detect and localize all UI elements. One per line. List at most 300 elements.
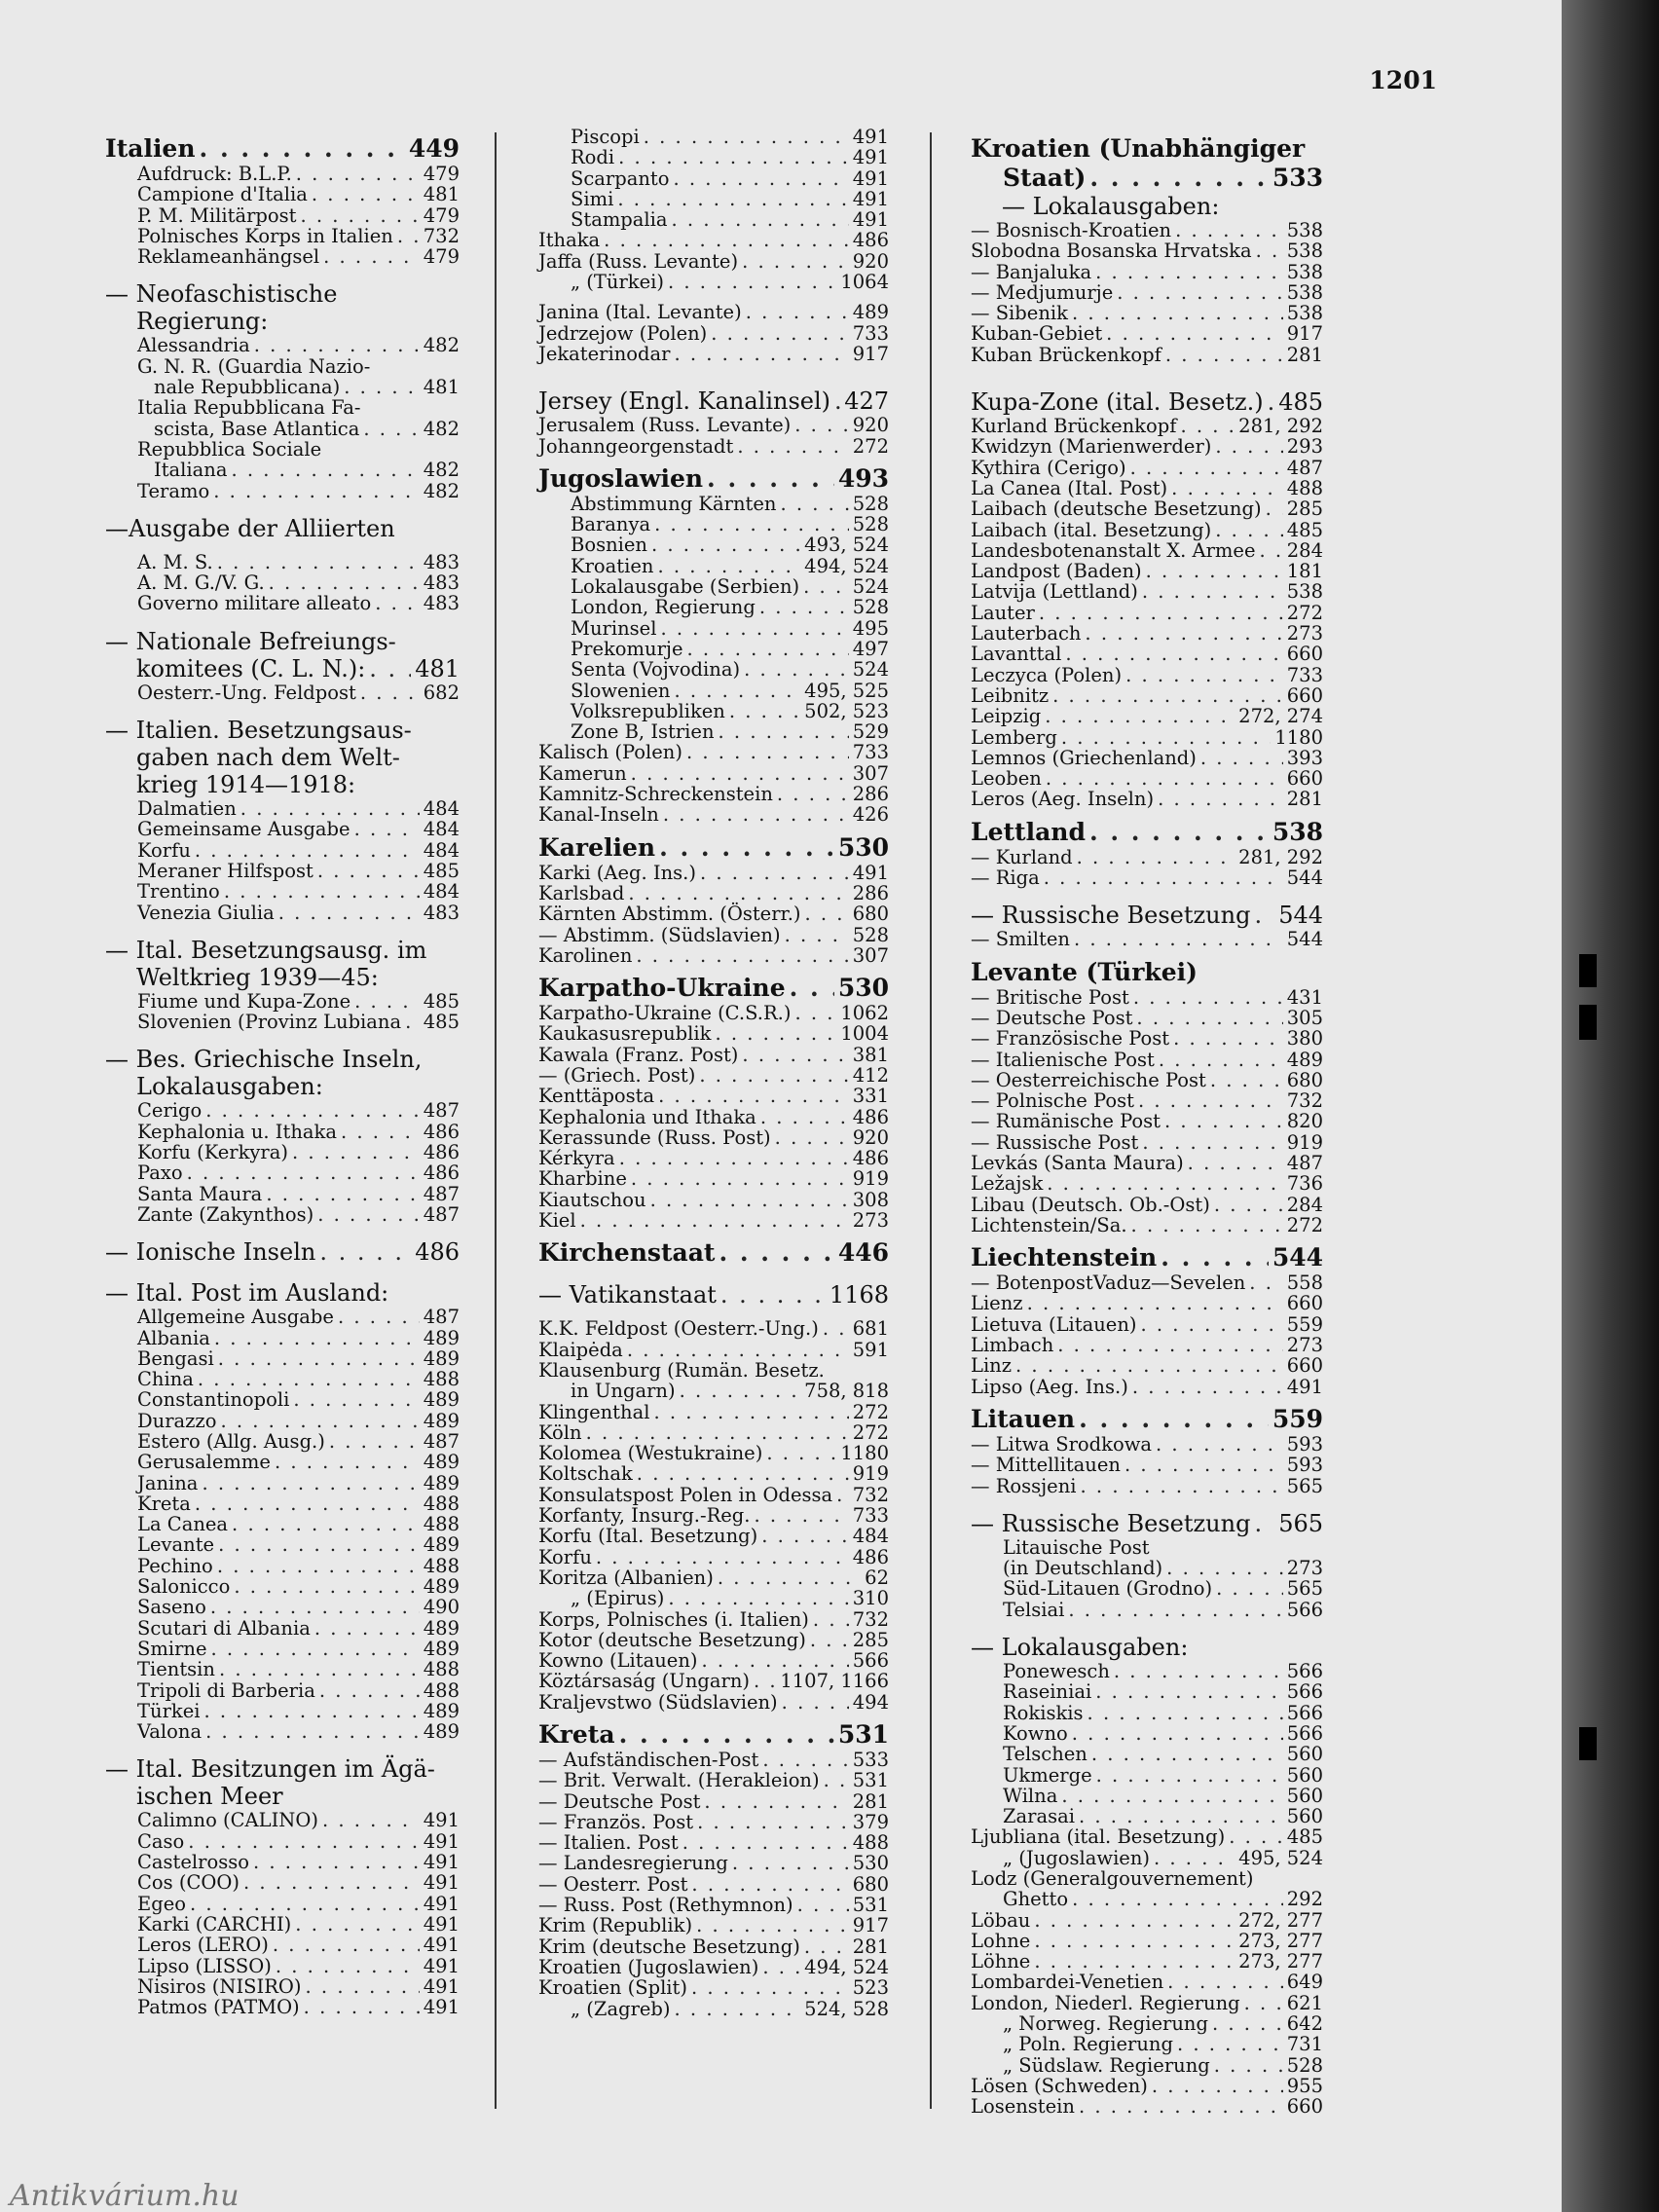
index-entry [538, 1190, 889, 1210]
entry-label: Lemnos (Griechenland) [971, 746, 1197, 769]
entry-label: — Oesterreichische Post [971, 1068, 1206, 1091]
entry-label: Kérkyra [538, 1147, 615, 1170]
country-heading [538, 464, 889, 494]
index-subentry [105, 840, 460, 861]
page-reference: 593 [1286, 1454, 1323, 1477]
page-reference: 530 [837, 832, 889, 862]
entry-label: Tripoli di Barberia [137, 1678, 315, 1702]
page-reference: 493 [837, 463, 889, 493]
leader-dots [1124, 1455, 1283, 1475]
index-entry [538, 1003, 889, 1023]
page-reference: 489 [423, 1346, 460, 1370]
entry-label: Leros (Aeg. Inseln) [971, 788, 1155, 811]
page-reference: 538 [1286, 580, 1323, 604]
leader-dots [1089, 818, 1269, 847]
page-reference: 1107, 1166 [780, 1670, 889, 1693]
page-reference: 528 [852, 596, 889, 619]
country-heading [538, 833, 889, 863]
leader-dots [218, 1348, 420, 1369]
index-subentry [971, 1806, 1323, 1826]
entry-label: Castelrosso [137, 1851, 249, 1874]
column-divider [495, 132, 497, 2109]
index-entry [971, 498, 1323, 519]
leader-dots [1158, 789, 1283, 809]
entry-label: — Neofaschistische [105, 280, 338, 309]
section-heading [105, 937, 460, 964]
page-reference: 538 [1286, 302, 1323, 325]
page-reference: 491 [423, 1809, 460, 1832]
page-reference: 307 [852, 943, 889, 967]
leader-dots [1200, 748, 1283, 768]
index-subentry [105, 903, 460, 923]
entry-label: Latvija (Lettland) [971, 580, 1138, 604]
page-reference: 538 [1286, 260, 1323, 283]
entry-label: Zante (Zakynthos) [137, 1202, 314, 1226]
leader-dots [680, 1381, 801, 1401]
leader-dots [1215, 436, 1282, 457]
index-subentry [538, 618, 889, 639]
edge-tab [1579, 954, 1597, 987]
entry-label: Staat) [1003, 164, 1087, 192]
entry-label: Ljubliana (ital. Besetzung) [971, 1825, 1226, 1849]
entry-label: Trentino [137, 880, 220, 903]
leader-dots [704, 1791, 848, 1812]
index-column-1 [105, 127, 460, 2017]
index-entry [971, 727, 1323, 748]
entry-label: Kawala (Franz. Post) [538, 1043, 739, 1066]
entry-label: Egeo [137, 1892, 186, 1915]
entry-label: — Riga [971, 866, 1040, 890]
index-subentry [105, 1328, 460, 1348]
page-reference: 558 [1286, 1272, 1323, 1295]
index-entry [538, 1402, 889, 1422]
section-heading [105, 1279, 460, 1307]
entry-label: komitees (C. L. N.): [136, 654, 366, 682]
entry-label: Karolinen [538, 943, 633, 967]
leader-dots [217, 1556, 420, 1576]
index-subentry [971, 1786, 1323, 1806]
leader-dots [292, 1142, 420, 1162]
page-reference: 565 [1286, 1577, 1323, 1601]
page-reference: 491 [423, 1974, 460, 1998]
index-subentry [105, 1852, 460, 1872]
page-reference: 736 [1286, 1172, 1323, 1196]
entry-label: Löhne [971, 1950, 1031, 1973]
page-reference: 281, 292 [1238, 845, 1323, 868]
page-reference: 281 [852, 1935, 889, 1958]
index-entry [538, 1086, 889, 1106]
entry-label: Prekomurje [571, 637, 683, 660]
index-entry [538, 1671, 889, 1691]
entry-label: Lokalausgaben: [136, 1073, 323, 1101]
leader-dots [790, 974, 834, 1003]
leader-dots [1260, 540, 1283, 561]
entry-label: Klingenthal [538, 1400, 650, 1423]
leader-dots [674, 344, 848, 364]
page-reference: 272 [852, 1420, 889, 1444]
leader-dots [231, 460, 419, 480]
leader-dots [805, 903, 849, 924]
leader-dots [202, 1473, 419, 1493]
entry-label: Karlsbad [538, 881, 625, 904]
leader-dots [628, 883, 848, 903]
leader-dots [785, 925, 849, 945]
index-entry [538, 1650, 889, 1671]
index-entry [971, 1090, 1323, 1111]
page-reference: 538 [1272, 817, 1323, 846]
index-subentry [105, 1576, 460, 1597]
entry-label: Caso [137, 1829, 185, 1853]
entry-label: Libau (Deutsch. Ob.-Ost) [971, 1193, 1210, 1216]
page-reference: 566 [1286, 1660, 1323, 1683]
page-reference: 531 [852, 1894, 889, 1917]
leader-dots [205, 1721, 420, 1742]
page-reference: 560 [1286, 1805, 1323, 1828]
entry-label: Slobodna Bosanska Hrvatska [971, 240, 1252, 263]
leader-dots [360, 682, 420, 703]
index-entry [971, 847, 1323, 867]
entry-label: ischen Meer [136, 1783, 283, 1811]
index-entry [538, 1107, 889, 1127]
entry-label: Meraner Hilfspost [137, 859, 313, 882]
leader-dots [1254, 1510, 1274, 1537]
page-reference: 482 [423, 479, 460, 502]
page-reference: 732 [423, 224, 460, 247]
page-reference: 732 [852, 1483, 889, 1506]
entry-label: Korps, Polnisches (i. Italien) [538, 1607, 809, 1631]
page-reference: 483 [423, 901, 460, 924]
leader-dots [276, 1956, 420, 1976]
leader-dots [813, 1609, 849, 1630]
page-reference: 281 [1286, 788, 1323, 811]
page-reference: 273 [1286, 622, 1323, 645]
leader-dots [824, 1770, 849, 1790]
entry-label: Tientsin [137, 1658, 215, 1681]
page-reference: 731 [1286, 2033, 1323, 2056]
entry-label: Leros (LERO) [137, 1934, 269, 1957]
leader-dots [700, 863, 849, 883]
index-entry [538, 344, 889, 364]
entry-label: La Canea [137, 1513, 229, 1536]
index-entry [971, 1132, 1323, 1153]
index-subentry [971, 1558, 1323, 1578]
entry-label: scista, Base Atlantica [154, 417, 360, 440]
index-entry [971, 1008, 1323, 1028]
leader-dots [761, 1526, 849, 1546]
leader-dots [198, 1369, 420, 1389]
leader-dots [691, 1874, 848, 1895]
entry-label: — Russische Besetzung [971, 1509, 1251, 1537]
index-entry [538, 436, 889, 457]
leader-dots [1268, 388, 1275, 416]
index-subentry [538, 659, 889, 680]
index-subentry [538, 147, 889, 167]
entry-label: Leipzig [971, 705, 1042, 728]
leader-dots [1027, 1293, 1283, 1313]
page-reference: 920 [852, 414, 889, 437]
index-entry [538, 925, 889, 945]
index-subentry [105, 377, 460, 397]
index-subentry [105, 819, 460, 839]
leader-dots [1131, 1215, 1283, 1235]
leader-dots [341, 1122, 420, 1142]
index-entry [971, 1153, 1323, 1173]
page-reference: 560 [1286, 1763, 1323, 1787]
index-subentry [105, 335, 460, 355]
index-subentry [105, 1389, 460, 1410]
entry-label: „ (Epirus) [571, 1587, 665, 1610]
entry-label: — Französische Post [971, 1027, 1170, 1051]
page-reference: 489 [852, 301, 889, 324]
leader-dots [762, 1750, 848, 1770]
index-subentry [971, 1661, 1323, 1681]
leader-dots [707, 464, 834, 494]
index-subentry [538, 168, 889, 189]
entry-label: — Nationale Befreiungs- [105, 627, 396, 655]
index-entry [971, 520, 1323, 540]
page-reference: 281 [1286, 343, 1323, 366]
index-entry [538, 1770, 889, 1790]
leader-dots [1254, 902, 1274, 929]
page-reference: 488 [423, 1492, 460, 1515]
leader-dots [217, 552, 420, 572]
page-reference: 566 [852, 1649, 889, 1673]
entry-label: Nisiros (NISIRO) [137, 1974, 302, 1998]
page-reference: 1064 [840, 271, 889, 294]
entry-label: — Ital. Post im Ausland: [105, 1279, 389, 1308]
index-entry [971, 436, 1323, 457]
entry-label: Türkei [137, 1699, 201, 1722]
entry-label: Lauterbach [971, 622, 1082, 645]
entry-label: A. M. G./V. G. [137, 571, 265, 595]
leader-dots [715, 1023, 836, 1044]
page-reference: 489 [423, 1471, 460, 1494]
page-reference: 486 [852, 1105, 889, 1128]
page-reference: 483 [423, 571, 460, 595]
entry-label: Levkás (Santa Maura) [971, 1151, 1184, 1174]
entry-label: „ (Zagreb) [571, 1997, 671, 2020]
page-reference: 487 [423, 1429, 460, 1453]
index-entry [538, 387, 889, 415]
leader-dots [273, 1935, 420, 1955]
entry-label: Rodi [571, 146, 615, 169]
leader-dots [760, 1107, 849, 1127]
index-entry [971, 685, 1323, 706]
page-reference: 1168 [829, 1281, 889, 1309]
leader-dots [1159, 1050, 1283, 1070]
entry-label: Karelien [538, 832, 656, 862]
entry-label: G. N. R. (Guardia Nazio- [137, 354, 371, 378]
entry-label: Laibach (ital. Besetzung) [971, 518, 1212, 541]
entry-label: Ukmerge [1003, 1763, 1092, 1787]
leader-dots [1142, 581, 1283, 602]
page-reference: 544 [1286, 928, 1323, 951]
page-reference: 426 [852, 803, 889, 827]
entry-label: Italia Repubblicana Fa- [137, 396, 361, 420]
entry-label: Korfanty, Insurg.-Reg. [538, 1504, 751, 1528]
entry-label: Volksrepubliken [571, 699, 725, 722]
leader-dots [319, 1238, 411, 1266]
leader-dots [729, 701, 800, 721]
index-entry [971, 1434, 1323, 1455]
page-reference: 485 [423, 989, 460, 1013]
page-reference: 660 [1286, 683, 1323, 707]
leader-dots [654, 514, 849, 535]
index-entry [971, 2096, 1323, 2117]
leader-dots [338, 1307, 420, 1327]
page-reference: 488 [423, 1678, 460, 1702]
leader-dots [296, 164, 420, 184]
page-reference: 482 [423, 417, 460, 440]
page-reference: 481 [423, 376, 460, 399]
entry-label: gaben nach dem Welt- [136, 744, 400, 772]
entry-label: Krim (deutsche Besetzung) [538, 1935, 800, 1958]
entry-label: Janina [137, 1471, 199, 1494]
leader-dots [1061, 1786, 1282, 1806]
leader-dots [1173, 1028, 1283, 1049]
leader-dots [657, 556, 800, 576]
page-reference: 482 [423, 459, 460, 482]
section-heading [538, 1281, 889, 1309]
index-entry [538, 302, 889, 322]
index-subentry [971, 1703, 1323, 1723]
leader-dots [1072, 303, 1283, 323]
leader-dots [1156, 1434, 1283, 1455]
section-heading [105, 280, 460, 308]
page-reference: 566 [1286, 1598, 1323, 1621]
page-reference: 538 [1286, 240, 1323, 263]
page-reference: 491 [423, 1996, 460, 2019]
page-reference: 273 [1286, 1557, 1323, 1580]
index-subentry [971, 2034, 1323, 2054]
leader-dots [363, 419, 419, 439]
leader-dots [810, 1630, 849, 1650]
leader-dots [719, 1238, 833, 1268]
page-reference: 487 [423, 1306, 460, 1329]
entry-label: Karpatho-Ukraine [538, 974, 786, 1003]
page-reference: 483 [423, 592, 460, 615]
entry-label: Gerusalemme [137, 1451, 271, 1474]
entry-label: Jugoslawien [538, 463, 704, 493]
entry-label: Cos (COO) [137, 1871, 240, 1895]
entry-label: Teramo [137, 479, 210, 502]
leader-dots [1161, 1243, 1269, 1272]
entry-label: Wilna [1003, 1784, 1058, 1807]
index-entry [971, 768, 1323, 789]
leader-dots [631, 1168, 849, 1189]
entry-label: La Canea (Ital. Post) [971, 476, 1168, 499]
leader-dots [253, 1852, 420, 1872]
index-subentry [105, 1411, 460, 1431]
index-entry [538, 1547, 889, 1567]
index-subentry [538, 127, 889, 147]
entry-label: Süd-Litauen (Grodno) [1003, 1577, 1213, 1601]
leader-dots [1164, 1111, 1283, 1131]
page-reference: 538 [1286, 280, 1323, 304]
leader-dots [354, 819, 420, 839]
entry-label: Landesbotenanstalt X. Armee [971, 538, 1256, 562]
leader-dots [1188, 1153, 1283, 1173]
leader-dots [1152, 2076, 1283, 2096]
index-entry [538, 1065, 889, 1086]
index-entry [971, 345, 1323, 365]
index-entry [538, 323, 889, 344]
leader-dots [323, 246, 420, 267]
page-reference: 494, 524 [804, 554, 889, 577]
leader-dots [644, 127, 849, 147]
index-entry [971, 1070, 1323, 1090]
section-heading [971, 193, 1323, 220]
leader-dots [650, 1190, 849, 1210]
entry-label: — Bes. Griechische Inseln, [105, 1046, 423, 1074]
index-entry [538, 1023, 889, 1044]
country-heading [971, 164, 1323, 193]
leader-dots [1079, 1405, 1269, 1434]
leader-dots [1088, 1703, 1283, 1723]
page-reference: 917 [852, 342, 889, 365]
index-subentry [105, 1534, 460, 1555]
index-subentry [105, 1997, 460, 2017]
page-reference: 531 [852, 1769, 889, 1792]
index-entry [538, 804, 889, 825]
entry-label: — Russische Besetzung [971, 902, 1251, 930]
entry-label: Patmos (PATMO) [137, 1996, 300, 2019]
leader-dots [696, 1915, 849, 1936]
page-reference: 524 [852, 658, 889, 682]
entry-label: — Vatikanstaat [538, 1281, 717, 1309]
page-reference: 491 [852, 861, 889, 884]
index-entry [538, 1485, 889, 1505]
leader-dots [759, 597, 849, 617]
entry-label: Kiautschou [538, 1188, 646, 1211]
entry-label: Scutari di Albania [137, 1616, 311, 1640]
index-subentry [538, 1999, 889, 2019]
entry-label: Calimno (CALINO) [137, 1809, 318, 1832]
page-reference: 488 [423, 1513, 460, 1536]
entry-label: Telschen [1003, 1743, 1088, 1766]
country-heading [971, 1405, 1323, 1434]
leader-dots [823, 1318, 849, 1339]
entry-label: — Banjaluka [971, 260, 1092, 283]
page-reference: 733 [852, 1504, 889, 1528]
entry-label: — Rumänische Post [971, 1110, 1161, 1133]
leader-dots [1045, 706, 1235, 726]
entry-label: Jersey (Engl. Kanalinsel) [538, 387, 831, 416]
entry-label: Löbau [971, 1908, 1031, 1932]
entry-label: Ghetto [1003, 1888, 1069, 1911]
leader-dots [744, 659, 849, 680]
entry-label: Korfu [137, 838, 191, 862]
country-heading [538, 974, 889, 1003]
leader-dots [794, 415, 848, 435]
index-entry [971, 581, 1323, 602]
index-entry [971, 561, 1323, 581]
page-reference: 491 [423, 1934, 460, 1957]
entry-label: Estero (Allg. Ausg.) [137, 1429, 325, 1453]
page-reference: 919 [1286, 1130, 1323, 1154]
index-entry [538, 1168, 889, 1189]
index-subentry [105, 1204, 460, 1225]
leader-dots [1142, 1132, 1282, 1153]
leader-dots [619, 1148, 849, 1168]
index-subentry [971, 1744, 1323, 1764]
index-subentry [105, 1914, 460, 1935]
entry-label: Koritza (Albanien) [538, 1566, 714, 1589]
leader-dots [1065, 644, 1282, 664]
index-subentry [971, 2055, 1323, 2076]
entry-label: Laibach (deutsche Besetzung) [971, 498, 1262, 521]
entry-label: Kroatien [571, 554, 654, 577]
